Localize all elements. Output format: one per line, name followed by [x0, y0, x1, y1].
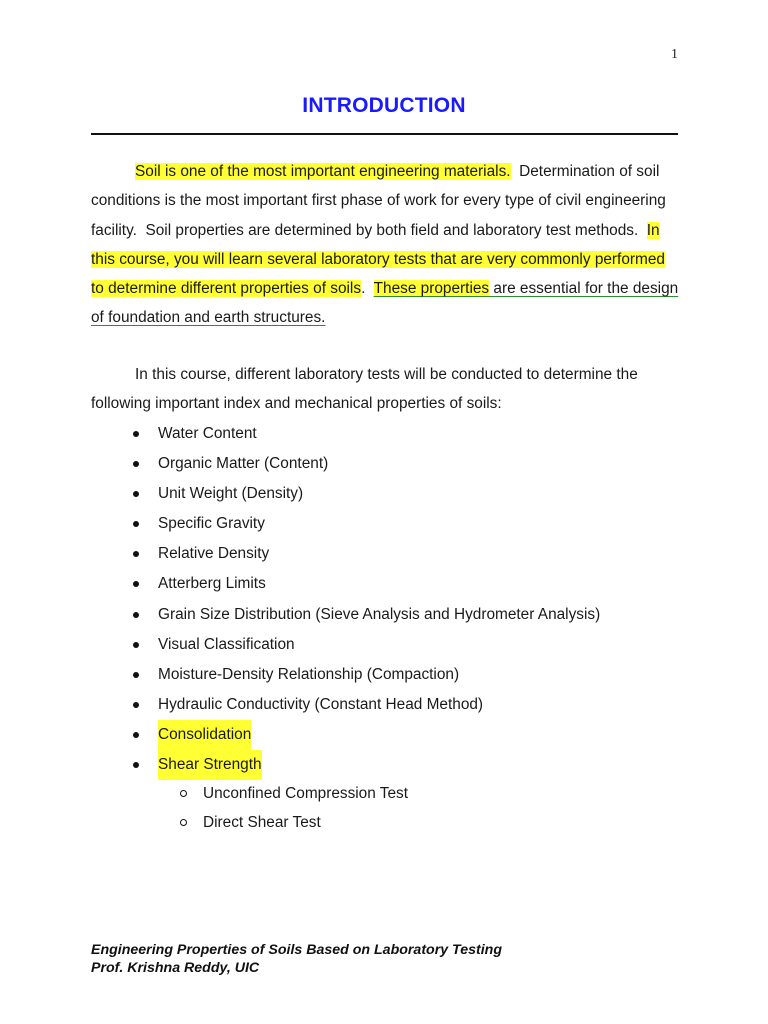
course-paragraph	[91, 360, 681, 419]
list-item-label: Specific Gravity	[158, 515, 265, 533]
sub-list-item	[0, 808, 768, 837]
sub-list-item-label: Direct Shear Test	[203, 814, 321, 831]
list-item-label: Organic Matter (Content)	[158, 455, 329, 473]
page-footer	[91, 941, 502, 977]
list-item	[0, 630, 768, 660]
list-item-label: Unit Weight (Density)	[158, 485, 304, 503]
list-item	[0, 419, 768, 449]
list-item	[0, 600, 768, 630]
list-item-label: Water Content	[158, 425, 257, 442]
list-item	[0, 720, 768, 750]
list-item	[0, 539, 768, 569]
bullet-icon	[133, 491, 139, 497]
list-item	[0, 479, 768, 509]
bullet-icon	[133, 581, 139, 587]
hollow-bullet-icon	[180, 790, 187, 797]
list-item	[0, 449, 768, 479]
hollow-bullet-icon	[180, 819, 187, 826]
bullet-icon	[133, 551, 139, 557]
list-item	[0, 660, 768, 690]
bullet-icon	[133, 431, 139, 437]
bullet-icon	[133, 702, 139, 708]
list-item-label: Atterberg Limits	[158, 575, 266, 593]
bullet-icon	[133, 521, 139, 527]
list-item-label: Grain Size Distribution (Sieve Analysis and Hydrometer Analysis)	[158, 605, 601, 623]
sub-list-item-label: Unconfined Compression Test	[203, 785, 409, 802]
paragraph-text-period: .	[361, 280, 374, 298]
list-item	[0, 690, 768, 720]
list-item	[0, 569, 768, 599]
list-item	[0, 509, 768, 539]
page-title: INTRODUCTION	[302, 94, 466, 117]
bullet-icon	[133, 642, 139, 648]
sub-list-item	[0, 779, 768, 808]
bullet-icon	[133, 612, 139, 618]
footer-line-1: Engineering Properties of Soils Based on Laboratory Testing	[91, 942, 502, 958]
properties-list	[0, 419, 768, 780]
bullet-icon	[133, 672, 139, 678]
bullet-icon	[133, 732, 139, 738]
list-item-label: Relative Density	[158, 545, 270, 563]
title-rule	[91, 133, 678, 135]
highlighted-sentence-properties: These properties	[373, 280, 490, 298]
paragraph-text: Determination of soil conditions is the most important first phase of work for every type of civil engineering facility. Soil properties are determined by both field and laboratory test methods.	[91, 163, 671, 239]
list-item-label-highlighted: Shear Strength	[158, 750, 262, 780]
shear-tests-list	[0, 779, 768, 837]
underlined-sentence-design: are essential for the design of foundation and earth structures.	[91, 280, 679, 327]
page-number: 1	[671, 47, 678, 62]
list-item-label-highlighted: Consolidation	[158, 720, 251, 750]
list-item	[0, 750, 768, 780]
list-item-label: Hydraulic Conductivity (Constant Head Method)	[158, 695, 484, 713]
intro-paragraph	[91, 157, 681, 333]
course-paragraph-text: In this course, different laboratory tests will be conducted to determine the following important index and mechanical properties of soils:	[91, 366, 638, 413]
bullet-icon	[133, 762, 139, 768]
bullet-icon	[133, 461, 139, 467]
highlighted-sentence-course: In this course, you will learn several laboratory tests that are very commonly performed to determine different properties of soils	[91, 221, 665, 298]
list-item-label: Moisture-Density Relationship (Compaction)	[158, 665, 460, 683]
footer-line-2: Prof. Krishna Reddy, UIC	[91, 960, 260, 976]
list-item-label: Visual Classification	[158, 635, 295, 653]
highlighted-sentence-soil: Soil is one of the most important engineering materials.	[135, 163, 511, 180]
